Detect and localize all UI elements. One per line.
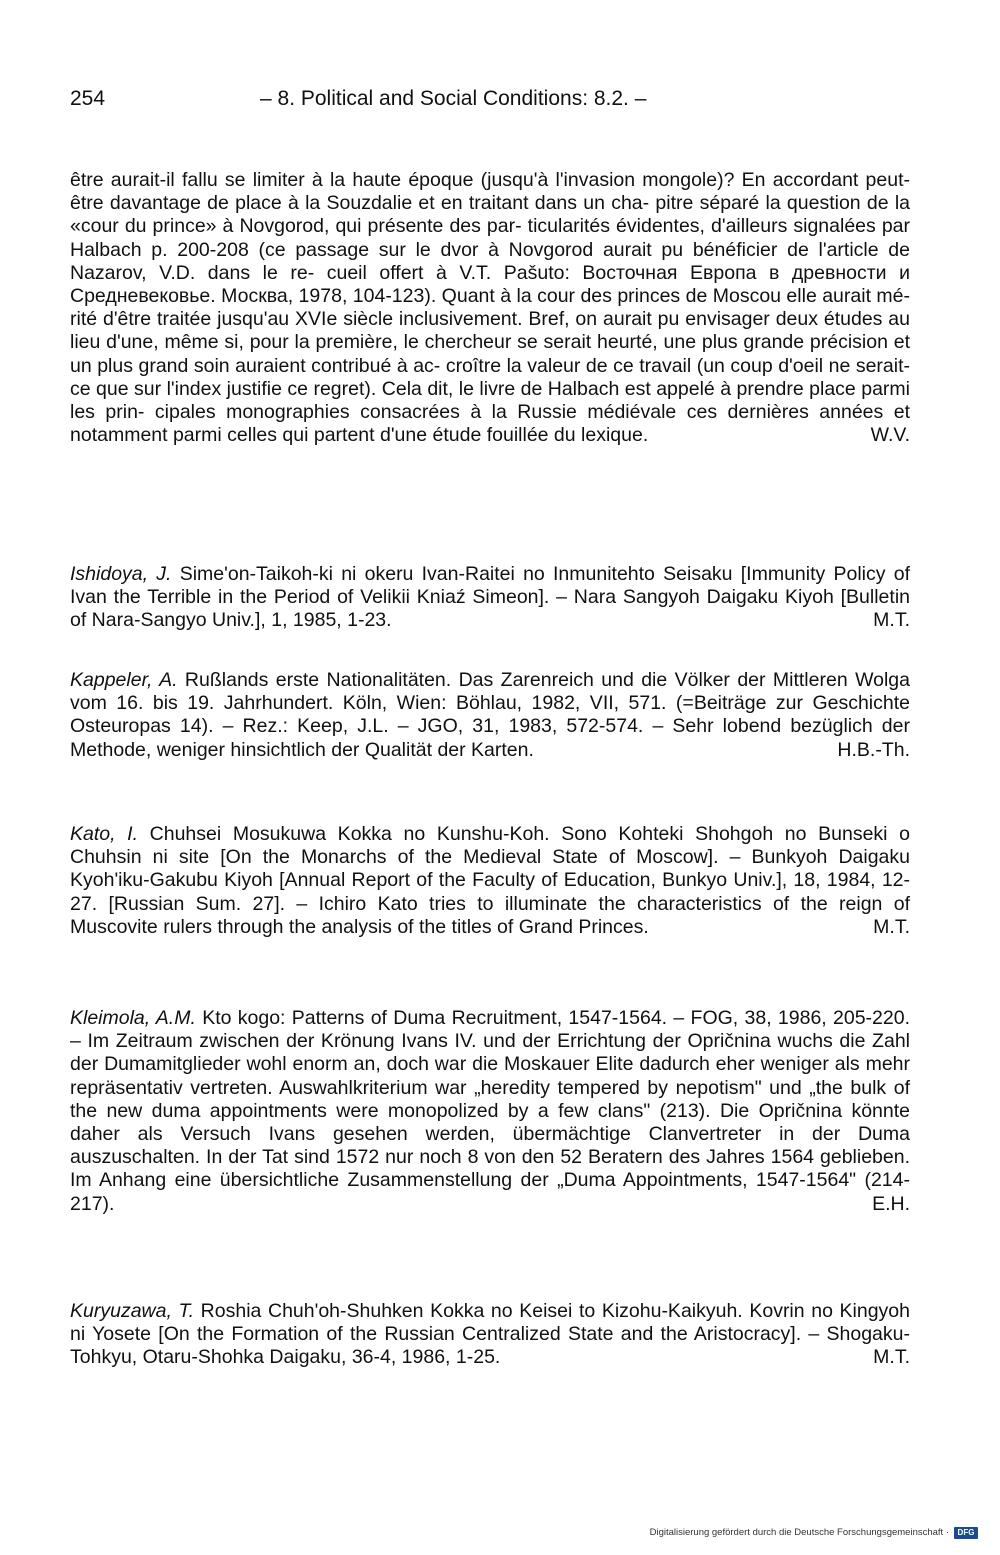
signature: M.T. xyxy=(873,609,910,632)
entry-author: Kato, I. xyxy=(70,823,139,845)
bibliography-entry xyxy=(70,1007,910,1216)
signature: M.T. xyxy=(873,1346,910,1369)
entry-author: Kappeler, A. xyxy=(70,669,178,691)
entry-text: Kto kogo: Patterns of Duma Recruitment, 1547-1564. – FOG, 38, 1986, 205-220. – Im Zeitraum zwischen der Krönung Ivans IV. und der Errichtung der Opričnina wuchs die Zahl der Dumamitglieder wohl enorm an, doch war die Moskauer Elite dadurch eher weniger als mehr repräsentativ vertreten. Auswahlkriterium war „heredity tempered by nepotism" und „the bulk of the new duma appointments were monopolized by a few clans" (213). Die Opričnina könnte daher als Versuch Ivans gesehen werden, übermächtige Clanvertreter in der Duma auszuschalten. In der Tat sind 1572 nur noch 8 von den 52 Beratern des Jahres 1564 geblieben. Im Anhang eine übersichtliche Zusammenstellung der „Duma Appointments, 1547-1564" (214-217). xyxy=(70,1007,910,1215)
signature: W.V. xyxy=(870,424,910,447)
footer-text: Digitalisierung gefördert durch die Deutsche Forschungsgemeinschaft · xyxy=(649,1527,949,1538)
entry-text: Roshia Chuh'oh-Shuhken Kokka no Keisei to Kizohu-Kaikyuh. Kovrin no Kingyoh ni Yosete [On the Formation of the Russian Centralized State and the Aristocracy]. – Shogaku-Tohkyu, Otaru-Shohka Daigaku, 36-4, 1986, 1-25. xyxy=(70,1300,910,1369)
bibliography-entry xyxy=(70,1300,910,1370)
dfg-logo: DFG xyxy=(954,1527,978,1539)
signature: E.H. xyxy=(872,1192,910,1215)
bibliography-entry xyxy=(70,669,910,762)
bibliography-entry xyxy=(70,563,910,633)
digitization-footer xyxy=(650,1526,978,1540)
entry-author: Kuryuzawa, T. xyxy=(70,1300,195,1322)
page-number: 254 xyxy=(70,87,106,110)
running-head: – 8. Political and Social Conditions: 8.2. – xyxy=(260,87,647,110)
continuation-text: être aurait-il fallu se limiter à la haute époque (jusqu'à l'invasion mongole)? En accordant peut-être davantage de place à la Souzdalie et en traitant dans un cha- pitre séparé la question de la «cour du prince» à Novgorod, qui présente des par- ticularités évidentes, d'ailleurs signalées par Halbach p. 200-208 (ce passage sur le dvor à Novgorod aurait pu bénéficier de l'article de Nazarov, V.D. dans le re- cueil offert à V.T. Pašuto: Восточная Европа в древности и Средневековье. Москва, 1978, 104-123). Quant à la cour des princes de Moscou elle aurait mé- rité d'être traitée jusqu'au XVIe siècle inclusivement. Bref, on aurait pu envisager deux études au lieu d'une, même si, pour la première, le chercheur se serait heurté, une plus grande précision et un plus grand soin auraient contribué à ac- croître la valeur de ce travail (un coup d'oeil ne serait-ce que sur l'index justifie ce regret). Cela dit, le livre de Halbach est appelé à prendre place parmi les prin- cipales monographies consacrées à la Russie médiévale ces dernières années et notamment parmi celles qui partent d'une étude fouillée du lexique. W.V. xyxy=(70,169,911,447)
signature: H.B.-Th. xyxy=(837,738,910,761)
entry-text: Rußlands erste Nationalitäten. Das Zarenreich und die Völker der Mittleren Wolga vom 16. bis 19. Jahrhundert. Köln, Wien: Böhlau, 1982, VII, 571. (=Beiträge zur Geschichte Osteuropas 14). – Rez.: Keep, J.L. – JGO, 31, 1983, 572-574. – Sehr lobend bezüglich der Methode, weniger hinsichtlich der Qualität der Karten. xyxy=(70,669,910,761)
signature: M.T. xyxy=(873,915,910,938)
entry-author: Ishidoya, J. xyxy=(70,563,172,585)
bibliography-entry xyxy=(70,823,910,939)
review-continuation xyxy=(70,169,910,447)
entry-text: Chuhsei Mosukuwa Kokka no Kunshu-Koh. Sono Kohteki Shohgoh no Bunseki o Chuhsin ni site [On the Monarchs of the Medieval State of Moscow]. – Bunkyoh Daigaku Kyoh'iku-Gakubu Kiyoh [Annual Report of the Faculty of Education, Bunkyo Univ.], 18, 1984, 12-27. [Russian Sum. 27]. – Ichiro Kato tries to illuminate the characteristics of the reign of Muscovite rulers through the analysis of the titles of Grand Princes. xyxy=(70,823,910,938)
entry-author: Kleimola, A.M. xyxy=(70,1007,196,1029)
entry-text: Sime'on-Taikoh-ki ni okeru Ivan-Raitei no Inmunitehto Seisaku [Immunity Policy of Ivan the Terrible in the Period of Velikii Kniaź Simeon]. – Nara Sangyoh Daigaku Kiyoh [Bulletin of Nara-Sangyo Univ.], 1, 1985, 1-23. xyxy=(70,563,911,632)
